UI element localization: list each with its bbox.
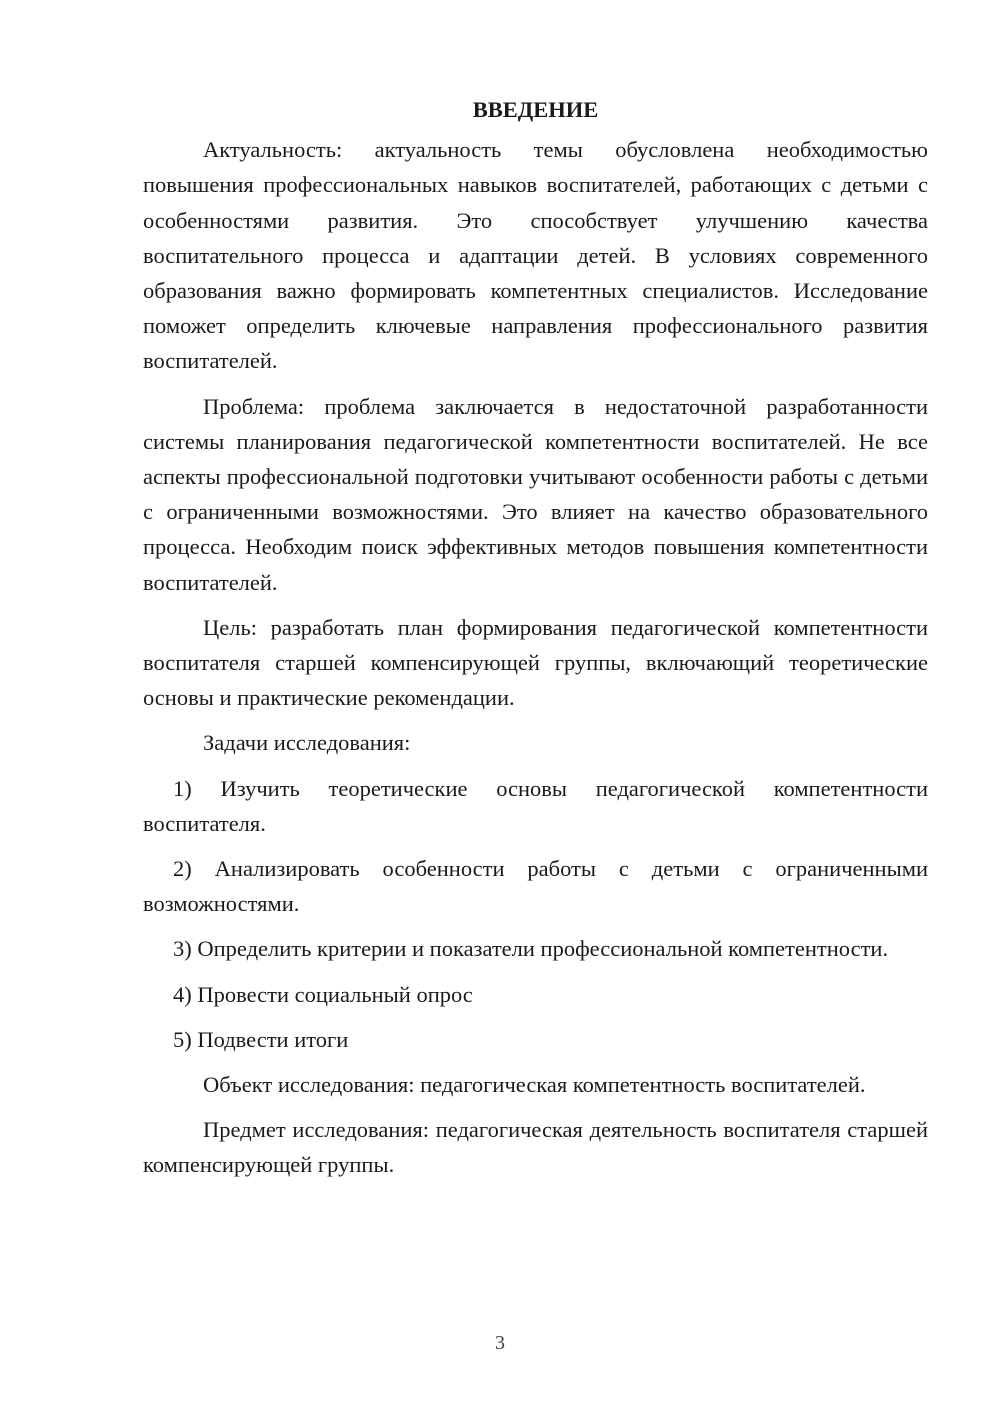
- page-number: 3: [495, 1332, 505, 1354]
- task-item-2: 2) Анализировать особенности работы с детьми с ограниченными возможностями.: [143, 856, 928, 917]
- task-item-3: 3) Определить критерии и показатели профессиональной компетентности.: [173, 936, 889, 962]
- task-item-1: 1) Изучить теоретические основы педагогической компетентности воспитателя.: [143, 775, 928, 836]
- paragraph-subject: Предмет исследования: педагогическая деятельность воспитателя старшей компенсирующей группы.: [143, 1117, 928, 1178]
- task-item-5: 5) Подвести итоги: [173, 1026, 349, 1052]
- paragraph-object: Объект исследования: педагогическая компетентность воспитателей.: [203, 1072, 866, 1098]
- task-item-4: 4) Провести социальный опрос: [173, 981, 473, 1007]
- page-title: ВВЕДЕНИЕ: [472, 97, 599, 122]
- paragraph-goal: Цель: разработать план формирования педагогической компетентности воспитателя старшей компенсирующей группы, включающий теоретические основы и практические рекомендации.: [143, 614, 928, 711]
- paragraph-relevance: Актуальность: актуальность темы обусловлена необходимостью повышения профессиональных навыков воспитателей, работающих с детьми с особенностями развития. Это способствует улучшению качества воспитательного процесса и адаптации детей. В условиях современного образования важно формировать компетентных специалистов. Исследование поможет определить ключевые направления профессионального развития воспитателей.: [143, 137, 928, 374]
- document-page: [143, 92, 928, 1193]
- tasks-heading: Задачи исследования:: [203, 730, 411, 756]
- paragraph-problem: Проблема: проблема заключается в недостаточной разработанности системы планирования педагогической компетентности воспитателей. Не все аспекты профессиональной подготовки учитывают особенности работы с детьми с ограниченными возможностями. Это влияет на качество образовательного процесса. Необходим поиск эффективных методов повышения компетентности воспитателей.: [143, 393, 928, 595]
